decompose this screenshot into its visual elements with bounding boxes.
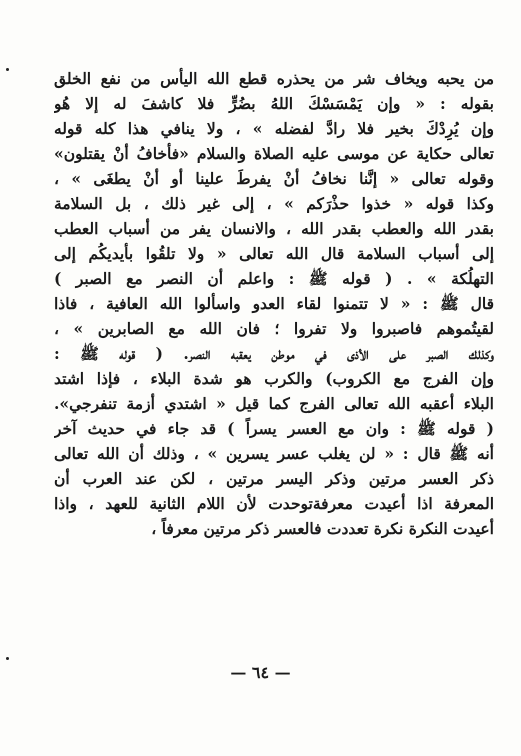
text-line: وإن الفرج مع الكروب) والكرب هو شدة البلاء ، فإذا اشتد [54, 369, 494, 388]
text-line: البلاء أعقبه الله تعالى الفرج كما قيل « اشتدي أزمة تنفرجي». [54, 394, 494, 413]
text-line: وكذلك الصبر على الأذى في موطن يعقبه النصر. ( قوله ﷺ : [54, 344, 494, 363]
text-line: إلى أسباب السلامة قال الله تعالى « ولا تلقُوا بأيديكُم إلى [54, 244, 494, 263]
text-line: ( قوله ﷺ : وان مع العسر يسراً ) قد جاء في حديث آخر [54, 419, 494, 438]
text-line: التهلُكة » . ( قوله ﷺ : واعلم أن النصر مع الصبر ) [54, 269, 494, 288]
text-line: بقدر الله والعطب بقدر الله ، والانسان يفر من أسباب العطب [54, 219, 494, 238]
text-line: أعيدت النكرة نكرة تعددت فالعسر ذكر مرتين معرفاً ، [151, 519, 494, 538]
text-line: وقوله تعالى « إنَّنا نخافُ أنْ يفرطَ علينا أو أنْ يطغَى » ، [54, 169, 494, 188]
text-line: وإن يُرِدْكَ بخير فلا رادَّ لفضله » ، ولا ينافي هذا كله قوله [54, 119, 494, 138]
body-text [54, 66, 494, 541]
text-line: بقوله : « وإن يَمْسَسْكَ اللهُ بضُرٍّ فلا كاشفَ له إلا هُو [54, 94, 494, 113]
margin-mark [6, 68, 9, 71]
page-number: — ٦٤ — [230, 663, 291, 682]
text-line: لقيتُموهم فاصبروا ولا تفروا ؛ فان الله مع الصابرين » ، [54, 319, 494, 338]
text-line: المعرفة اذا أعيدت معرفةتوحدت لأن اللام الثانية للعهد ، واذا [54, 494, 494, 513]
text-line: وكذا قوله « خذوا حذْرَكم » ، إلى غير ذلك ، بل السلامة [54, 194, 494, 213]
text-line: من يحبه ويخاف شر من يحذره قطع الله اليأس من نفع الخلق [54, 69, 494, 88]
margin-mark [6, 657, 9, 660]
text-line: ذكر العسر مرتين وذكر اليسر مرتين ، لكن عند العرب أن [54, 469, 494, 488]
text-line: قال ﷺ : « لا تتمنوا لقاء العدو واسألوا الله العافية ، فاذا [54, 294, 494, 313]
text-line: أنه ﷺ قال : « لن يغلب عسر يسرين » ، وذلك أن الله تعالى [54, 444, 494, 463]
text-line: تعالى حكاية عن موسى عليه الصلاة والسلام «فأخافُ أنْ يقتلون» [54, 144, 494, 163]
